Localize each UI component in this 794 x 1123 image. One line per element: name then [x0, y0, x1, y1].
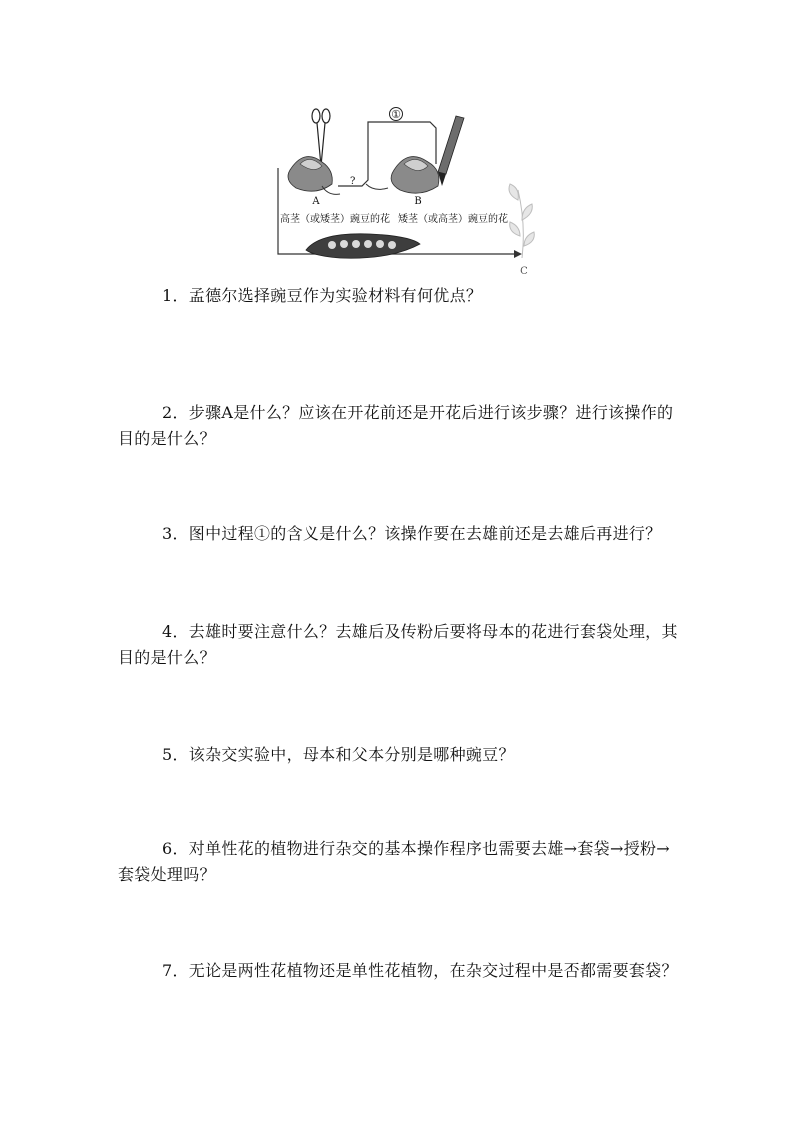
- caption-a: 高茎（或矮茎）豌豆的花: [280, 214, 390, 225]
- question-1: 1．孟德尔选择豌豆作为实验材料有何优点？: [162, 286, 483, 305]
- question-6: 6．对单性花的植物进行杂交的基本操作程序也需要去雄→套袋→授粉→套袋处理吗？: [118, 839, 670, 884]
- flower-b-icon: [366, 157, 439, 194]
- plant-c-icon: [509, 184, 534, 258]
- flower-a-icon: [288, 157, 340, 195]
- arrow-head-icon: [514, 250, 522, 258]
- question-mark-label: ?: [350, 176, 356, 187]
- question-5: 5．该杂交实验中，母本和父本分别是哪种豌豆？: [162, 745, 515, 764]
- label-a: A: [312, 196, 320, 207]
- label-b: B: [414, 196, 422, 207]
- step-marker: ①: [391, 108, 401, 121]
- question-3: 3．图中过程①的含义是什么？该操作要在去雄前还是去雄后再进行？: [162, 524, 662, 543]
- question-4: 4．去雄时要注意什么？去雄后及传粉后要将母本的花进行套袋处理，其目的是什么？: [118, 622, 678, 667]
- question-2: 2．步骤A是什么？应该在开花前还是开花后进行该步骤？进行该操作的目的是什么？: [118, 403, 674, 448]
- pea-hybridization-figure: [270, 104, 560, 280]
- label-c: C: [520, 266, 528, 277]
- hybridization-diagram: [270, 104, 560, 280]
- brush-icon: [438, 116, 464, 186]
- question-7: 7．无论是两性花植物还是单性花植物，在杂交过程中是否都需要套袋？: [162, 961, 678, 980]
- caption-b: 矮茎（或高茎）豌豆的花: [398, 214, 508, 225]
